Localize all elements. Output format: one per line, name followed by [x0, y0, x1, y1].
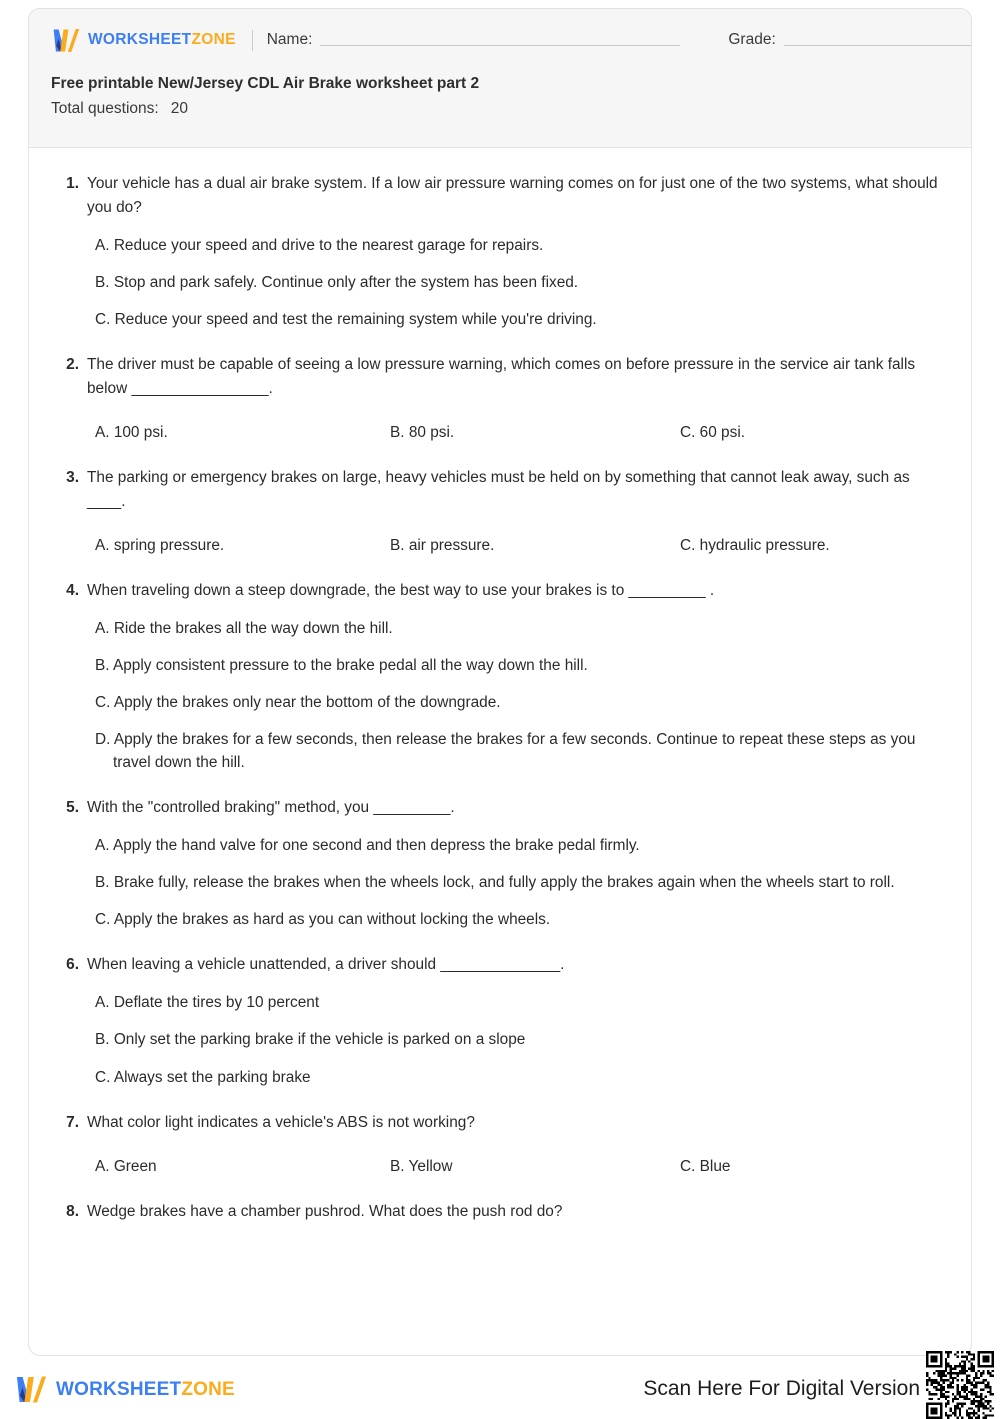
- page-footer: [0, 1364, 1000, 1414]
- answer-options: [59, 234, 941, 331]
- total-questions-label: Total questions:: [51, 99, 159, 117]
- answer-option[interactable]: C. Blue: [680, 1157, 731, 1175]
- brand-name-part1: WORKSHEET: [88, 31, 192, 49]
- answer-option[interactable]: B. Apply consistent pressure to the brake pedal all the way down the hill.: [95, 656, 588, 674]
- question-number: 2.: [66, 356, 79, 374]
- header-divider: [252, 30, 253, 51]
- footer-brand-name-part1: WORKSHEET: [56, 1378, 182, 1400]
- scan-section: [643, 1359, 994, 1419]
- question-prompt-row: [59, 796, 941, 820]
- brand-name-part2: ZONE: [191, 31, 236, 49]
- worksheet-header: [29, 9, 971, 148]
- question-text: Wedge brakes have a chamber pushrod. What does the push rod do?: [87, 1202, 563, 1220]
- answer-options: [59, 407, 941, 444]
- question-number: 7.: [66, 1113, 79, 1131]
- answer-option[interactable]: A. Deflate the tires by 10 percent: [95, 994, 320, 1012]
- question-number: 8.: [66, 1202, 79, 1220]
- answer-option[interactable]: A. Reduce your speed and drive to the nearest garage for repairs.: [95, 236, 544, 254]
- worksheetzone-w-logo-icon: [51, 27, 81, 54]
- question-text: With the "controlled braking" method, you _________.: [87, 799, 455, 817]
- question-text: Your vehicle has a dual air brake system. If a low air pressure warning comes on for just one of the two systems, what should you do?: [87, 175, 938, 216]
- answer-option[interactable]: D. Apply the brakes for a few seconds, then release the brakes for a few seconds. Continue to repeat these steps as you travel down the hill.: [95, 731, 916, 772]
- name-label: Name:: [266, 31, 313, 48]
- question-prompt-row: [59, 953, 941, 977]
- question-number: 3.: [66, 468, 79, 486]
- name-field[interactable]: [267, 31, 681, 49]
- answer-option[interactable]: A. 100 psi.: [95, 423, 168, 441]
- question-prompt-row: [59, 579, 941, 603]
- question-prompt-row: [59, 353, 941, 401]
- answer-option[interactable]: A. spring pressure.: [95, 536, 225, 554]
- scan-label: Scan Here For Digital Version: [643, 1377, 920, 1400]
- worksheet-title: Free printable New/Jersey CDL Air Brake worksheet part 2: [51, 75, 480, 92]
- question-item: [59, 172, 941, 331]
- question-item: [59, 466, 941, 557]
- question-number: 1.: [66, 175, 79, 192]
- answer-option[interactable]: B. Stop and park safely. Continue only after the system has been fixed.: [95, 273, 579, 291]
- grade-input-rule[interactable]: [784, 45, 972, 46]
- question-text: When traveling down a steep downgrade, the best way to use your brakes is to _________ .: [87, 581, 715, 599]
- question-prompt-row: [59, 1200, 941, 1224]
- question-item: [59, 796, 941, 931]
- answer-options: [59, 834, 941, 931]
- grade-field[interactable]: [728, 31, 972, 49]
- question-prompt-row: [59, 466, 941, 514]
- question-text: When leaving a vehicle unattended, a driver should ______________.: [87, 956, 565, 974]
- answer-option[interactable]: C. Reduce your speed and test the remaining system while you're driving.: [95, 310, 597, 328]
- question-text: The driver must be capable of seeing a low pressure warning, which comes on before pressure in the service air tank falls below ________________.: [87, 356, 916, 397]
- question-item: [59, 1111, 941, 1178]
- question-number: 6.: [66, 956, 79, 974]
- answer-option[interactable]: B. Yellow: [390, 1157, 453, 1175]
- question-number: 4.: [66, 581, 79, 599]
- footer-brand-name-part2: ZONE: [181, 1378, 235, 1400]
- question-item: [59, 353, 941, 444]
- grade-label: Grade:: [728, 31, 776, 48]
- total-questions-value: 20: [170, 99, 188, 117]
- total-questions-row: [51, 99, 949, 120]
- answer-option[interactable]: B. Brake fully, release the brakes when the wheels lock, and fully apply the brakes again when the wheels start to roll.: [95, 874, 895, 892]
- answer-option[interactable]: C. Apply the brakes only near the bottom of the downgrade.: [95, 693, 501, 711]
- answer-option[interactable]: A. Apply the hand valve for one second and then depress the brake pedal firmly.: [95, 837, 640, 855]
- answer-option[interactable]: B. air pressure.: [390, 536, 495, 554]
- question-item: [59, 953, 941, 1088]
- answer-options: [59, 520, 941, 557]
- question-text: The parking or emergency brakes on large, heavy vehicles must be held on by something that cannot leak away, such as ____.: [87, 468, 910, 510]
- brand-logo: [51, 27, 236, 54]
- header-top-row: [51, 23, 949, 57]
- answer-option[interactable]: A. Green: [95, 1157, 157, 1175]
- answer-options: [59, 617, 941, 775]
- brand-logo-text: [88, 32, 236, 48]
- answer-option[interactable]: B. Only set the parking brake if the vehicle is parked on a slope: [95, 1031, 526, 1049]
- question-item: [59, 579, 941, 774]
- answer-option[interactable]: C. Always set the parking brake: [95, 1068, 311, 1086]
- question-item: [59, 1200, 941, 1224]
- answer-options: [59, 1141, 941, 1178]
- question-prompt-row: [59, 172, 941, 220]
- footer-brand-logo: [14, 1374, 235, 1405]
- name-input-rule[interactable]: [320, 45, 680, 46]
- answer-option[interactable]: C. 60 psi.: [680, 423, 746, 441]
- worksheet-card: [28, 8, 972, 1356]
- answer-option[interactable]: C. hydraulic pressure.: [680, 536, 830, 554]
- questions-list: [29, 148, 971, 1223]
- answer-options: [59, 991, 941, 1088]
- question-number: 5.: [66, 799, 79, 817]
- qr-code-icon[interactable]: [926, 1351, 994, 1419]
- worksheetzone-w-logo-icon: [14, 1374, 48, 1405]
- answer-option[interactable]: B. 80 psi.: [390, 423, 455, 441]
- question-prompt-row: [59, 1111, 941, 1135]
- question-text: What color light indicates a vehicle's ABS is not working?: [87, 1113, 475, 1131]
- footer-brand-logo-text: [56, 1380, 235, 1399]
- answer-option[interactable]: C. Apply the brakes as hard as you can without locking the wheels.: [95, 911, 551, 929]
- answer-option[interactable]: A. Ride the brakes all the way down the hill.: [95, 619, 393, 637]
